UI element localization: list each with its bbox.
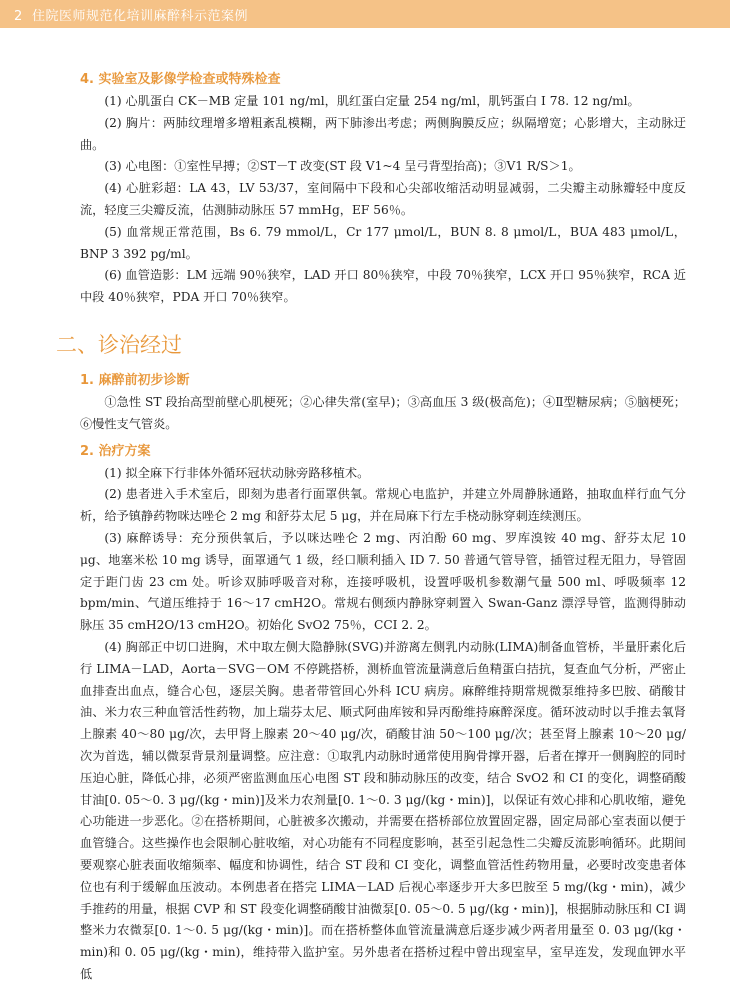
plan-item: (4) 胸部正中切口进胸，术中取左侧大隐静脉(SVG)并游离左侧乳内动脉(LIMA)制备血管桥，半量肝素化后行 LIMA－LAD，Aorta－SVG－OM 不停跳搭桥，测桥血管流量满意后鱼精蛋白拮抗，复查血气分析，严密止血排查出血点，缝合心包，逐层关胸。患者带管回心外科 ICU 病房。麻醉维持期常规微泵维持多巴胺、硝酸甘油、米力农三种血管活性药物，加上瑞芬太尼、顺式阿曲库铵和异丙酚维持麻醉深度。循环波动时以手推去氧肾上腺素 40～80 μg/次，去甲肾上腺素 20～40 μg/次，硝酸甘油 50～100 μg/次；甚至肾上腺素 10～20 μg/次为首选，辅以微泵背景剂量调整。应注意：①取乳内动脉时通常使用胸骨撑开器，后者在撑开一侧胸腔的同时压迫心脏，降低心排，必须严密监测血压心电图 ST 段和肺动脉压的改变，结合 SvO2 和 CI 的变化，调整硝酸甘油[0. 05～0. 3 μg/(kg・min)]及米力农剂量[0. 1～0. 3 μg/(kg・min)]，以保证有效心排和心肌收缩，避免心功能进一步恶化。②在搭桥期间，心脏被多次搬动，并需要在搭桥部位放置固定器，固定局部心室表面以便于血管缝合。这些操作也会限制心脏收缩，对心功能有不同程度影响，甚至引起急性二尖瓣反流影响循环。此期间要观察心脏表面收缩频率、幅度和协调性，结合 ST 段和 CI 变化，调整血管活性药物用量，必要时改变患者体位也有利于缓解血压波动。本例患者在搭完 LIMA－LAD 后视心率逐步开大多巴胺至 5 mg/(kg・min)，减少手推药的用量，根据 CVP 和 ST 段变化调整硝酸甘油微泵[0. 05～0. 5 μg/(kg・min)]，根据肺动脉压和 CI 调整米力农微泵[0. 1～0. 5 μg/(kg・min)]。而在搭桥整体血管流量满意后逐步减少两者用量至 0. 03 μg/(kg・min)和 0. 05 μg/(kg・min)，维持带入监护室。另外患者在搭桥过程中曾出现室早，室早连发，发现血钾水平低: [80, 639, 686, 981]
plan-item: (2) 患者进入手术室后，即刻为患者行面罩供氧。常规心电监护，并建立外周静脉通路，抽取血样行血气分析，给予镇静药物咪达唑仑 2 mg 和舒芬太尼 5 μg，并在局麻下行左手桡动脉穿刺连续测压。: [80, 487, 686, 524]
lab-item: (4) 心脏彩超：LA 43，LV 53/37，室间隔中下段和心尖部收缩活动明显减弱，二尖瓣主动脉瓣轻中度反流，轻度三尖瓣反流，估测肺动脉压 57 mmHg，EF 56％。: [80, 181, 686, 217]
lab-item: (1) 心肌蛋白 CK－MB 定量 101 ng/ml，肌红蛋白定量 254 ng/ml，肌钙蛋白 I 78. 12 ng/ml。: [104, 94, 640, 108]
plan-item: (1) 拟全麻下行非体外循环冠状动脉旁路移植术。: [104, 465, 370, 480]
header-text: [14, 5, 248, 24]
lab-item: (3) 心电图：①室性早搏；②ST－T 改变(ST 段 V1~4 呈弓背型抬高)；③V1 R/S＞1。: [104, 159, 581, 174]
lab-item: (2) 胸片：两肺纹理增多增粗紊乱模糊，两下肺渗出考虑；两侧胸膜反应；纵隔增宽；心影增大，主动脉迂曲。: [80, 115, 686, 152]
diagnosis-text: ①急性 ST 段抬高型前壁心肌梗死；②心律失常(室早)；③高血压 3 级(极高危)；④Ⅱ型糖尿病；⑤脑梗死；⑥慢性支气管炎。: [80, 394, 686, 431]
lab-heading: 4. 实验室及影像学检查或特殊检查: [80, 72, 281, 87]
section-title: 二、诊治经过: [56, 332, 182, 357]
lab-item: (6) 血管造影：LM 远端 90％狭窄，LAD 开口 80％狭窄，中段 70％狭窄，LCX 开口 95％狭窄，RCA 近中段 40％狭窄，PDA 开口 70％狭窄。: [80, 268, 686, 305]
page-number: 2: [14, 9, 23, 24]
plan-heading: 2. 治疗方案: [80, 443, 151, 459]
diagnosis-heading: 1. 麻醉前初步诊断: [80, 372, 190, 388]
lab-item: (5) 血常规正常范围，Bs 6. 79 mmol/L，Cr 177 μmol/L，BUN 8. 8 μmol/L，BUA 483 μmol/L，BNP 3 392 pg/ml。: [80, 224, 686, 261]
plan-item: (3) 麻醉诱导：充分预供氧后，予以咪达唑仑 2 mg、丙泊酚 60 mg、罗库溴铵 40 mg、舒芬太尼 10 μg、地塞米松 10 mg 诱导，面罩通气 1 级，经口顺利插入 ID 7. 50 普通气管导管，插管过程无阻力，导管固定于距门齿 23 cm 处。听诊双肺呼吸音对称，连接呼吸机，设置呼吸机参数潮气量 500 ml、呼吸频率 12 bpm/min、气道压维持于 16～17 cmH2O。常规右侧颈内静脉穿刺置入 Swan-Ganz 漂浮导管，监测得肺动脉压 35 cmH2O/13 cmH2O。初始化 SvO2 75％，CCI 2. 2。: [80, 530, 686, 633]
book-title: 住院医师规范化培训麻醉科示范案例: [32, 9, 249, 24]
page-header: [0, 0, 730, 28]
page-content: [56, 64, 686, 986]
